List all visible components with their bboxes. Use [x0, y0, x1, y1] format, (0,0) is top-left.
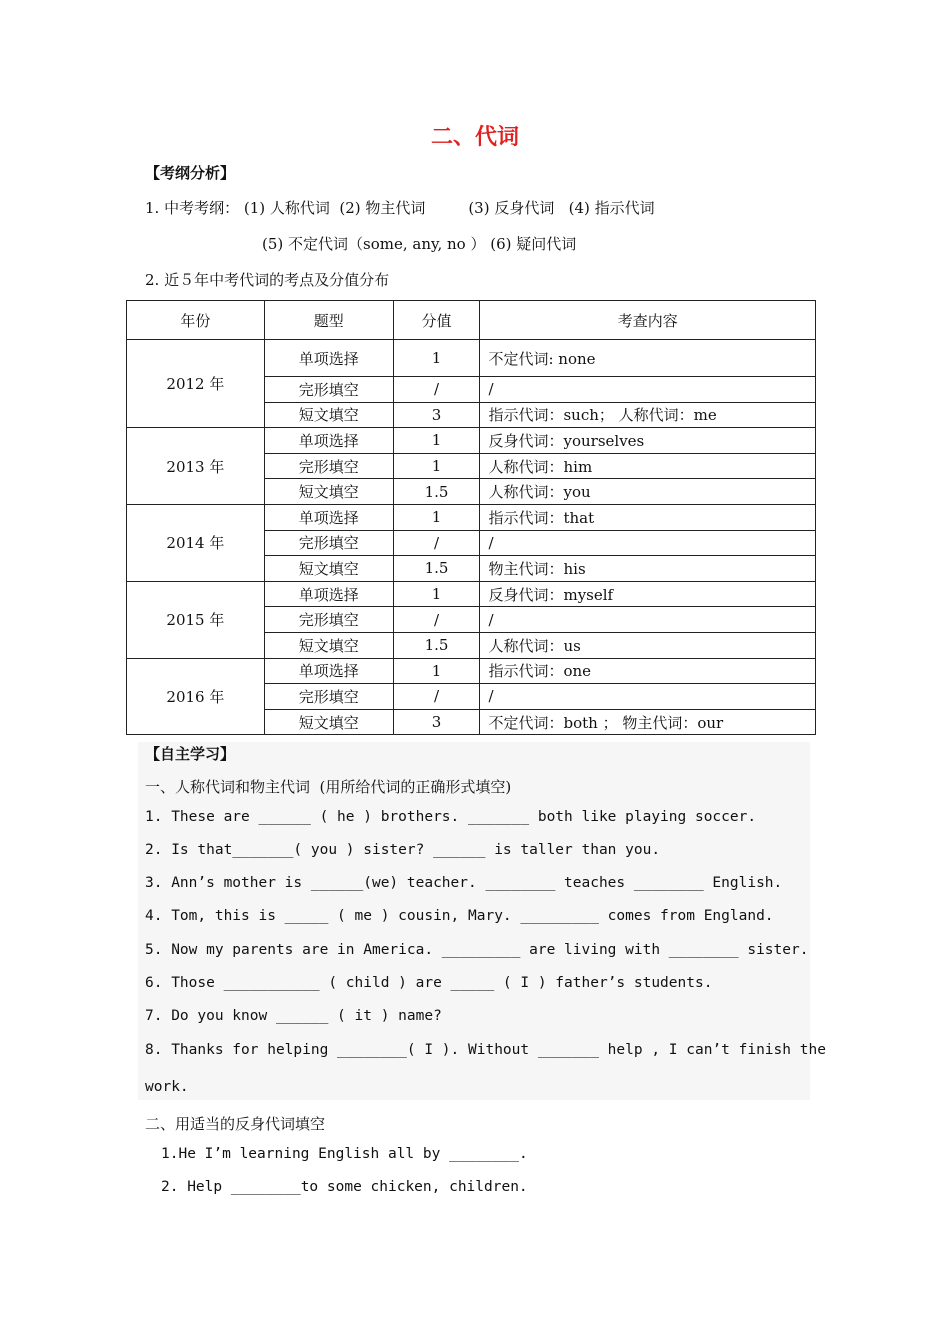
- syllabus-heading: 【考纲分析】: [145, 164, 236, 182]
- score-cell: /: [393, 530, 480, 556]
- part1-heading: 一、人称代词和物主代词 (用所给代词的正确形式填空): [145, 778, 512, 796]
- content-cell: 指示代词：one: [480, 658, 816, 684]
- table-header-cell: 题型: [264, 301, 393, 340]
- distribution-line: 2. 近５年中考代词的考点及分值分布: [145, 271, 390, 289]
- exercise-item: 4. Tom, this is _____ ( me ) cousin, Mary. _________ comes from England.: [145, 908, 774, 924]
- type-cell: 完形填空: [264, 377, 393, 403]
- table-header-cell: 考查内容: [480, 301, 816, 340]
- content-cell: /: [480, 530, 816, 556]
- table-header-cell: 年份: [127, 301, 265, 340]
- year-cell: 2013 年: [127, 428, 265, 505]
- score-cell: 1.5: [393, 479, 480, 505]
- syllabus-line-1: 1. 中考考纲： (1) 人称代词 (2) 物主代词 (3) 反身代词 (4) 指示代词: [145, 199, 655, 217]
- score-cell: 1: [393, 428, 480, 454]
- content-cell: 反身代词：yourselves: [480, 428, 816, 454]
- content-cell: /: [480, 377, 816, 403]
- exercise-item: 5. Now my parents are in America. _________ are living with ________ sister.: [145, 942, 809, 958]
- exercise-item: work.: [145, 1079, 189, 1095]
- item-text-before: 1.He I’m learning English all by: [161, 1146, 450, 1162]
- year-cell: 2015 年: [127, 581, 265, 658]
- type-cell: 短文填空: [264, 632, 393, 658]
- year-cell: 2014 年: [127, 504, 265, 581]
- table-header-cell: 分值: [393, 301, 480, 340]
- reflexive-exercise-item: [161, 1179, 528, 1195]
- score-cell: /: [393, 684, 480, 710]
- table-row: [127, 428, 816, 454]
- type-cell: 单项选择: [264, 504, 393, 530]
- exercise-item: 2. Is that_______( you ) sister? ______ is taller than you.: [145, 842, 661, 858]
- syllabus-line-2: (5) 不定代词（some, any, no ） (6) 疑问代词: [262, 235, 577, 253]
- exercise-item: 1. These are ______ ( he ) brothers. _______ both like playing soccer.: [145, 809, 757, 825]
- content-cell: 不定代词：both ； 物主代词：our: [480, 709, 816, 735]
- score-cell: 1: [393, 453, 480, 479]
- type-cell: 单项选择: [264, 658, 393, 684]
- table-row: [127, 581, 816, 607]
- content-cell: 反身代词：myself: [480, 581, 816, 607]
- type-cell: 完形填空: [264, 607, 393, 633]
- answer-blank[interactable]: ________: [449, 1146, 519, 1162]
- content-cell: 人称代词：us: [480, 632, 816, 658]
- answer-blank[interactable]: ________: [230, 1179, 301, 1195]
- content-cell: 人称代词：you: [480, 479, 816, 505]
- type-cell: 完形填空: [264, 453, 393, 479]
- self-study-heading: 【自主学习】: [145, 745, 236, 763]
- year-cell: 2016 年: [127, 658, 265, 735]
- score-cell: 1: [393, 658, 480, 684]
- score-cell: 1.5: [393, 632, 480, 658]
- score-cell: 3: [393, 402, 480, 428]
- type-cell: 单项选择: [264, 340, 393, 377]
- score-cell: /: [393, 377, 480, 403]
- exercise-item: 3. Ann’s mother is ______(we) teacher. ________ teaches ________ English.: [145, 875, 783, 891]
- exercise-item: 8. Thanks for helping ________( I ). Without _______ help , I can’t finish the: [145, 1042, 826, 1058]
- content-cell: 指示代词：that: [480, 504, 816, 530]
- type-cell: 短文填空: [264, 402, 393, 428]
- type-cell: 短文填空: [264, 556, 393, 582]
- year-cell: 2012 年: [127, 340, 265, 428]
- type-cell: 完形填空: [264, 530, 393, 556]
- type-cell: 单项选择: [264, 581, 393, 607]
- exercise-item: 6. Those ___________ ( child ) are _____ ( I ) father’s students.: [145, 975, 713, 991]
- table-row: [127, 658, 816, 684]
- score-distribution-table: [126, 300, 816, 735]
- part2-heading: 二、用适当的反身代词填空: [145, 1115, 326, 1133]
- table-row: [127, 340, 816, 377]
- item-text-after: .: [518, 1146, 528, 1162]
- content-cell: 指示代词：such； 人称代词：me: [480, 402, 816, 428]
- reflexive-exercise-item: [161, 1146, 528, 1162]
- score-cell: 1: [393, 581, 480, 607]
- content-cell: /: [480, 684, 816, 710]
- score-cell: 3: [393, 709, 480, 735]
- content-cell: 不定代词: none: [480, 340, 816, 377]
- score-cell: /: [393, 607, 480, 633]
- exercise-item: 7. Do you know ______ ( it ) name?: [145, 1008, 442, 1024]
- score-cell: 1: [393, 504, 480, 530]
- type-cell: 短文填空: [264, 709, 393, 735]
- type-cell: 短文填空: [264, 479, 393, 505]
- table-row: [127, 504, 816, 530]
- item-text-after: to some chicken, children.: [300, 1179, 528, 1195]
- score-cell: 1.5: [393, 556, 480, 582]
- content-cell: /: [480, 607, 816, 633]
- type-cell: 完形填空: [264, 684, 393, 710]
- score-cell: 1: [393, 340, 480, 377]
- type-cell: 单项选择: [264, 428, 393, 454]
- item-text-before: 2. Help: [161, 1179, 231, 1195]
- page-title: 二、代词: [430, 125, 519, 150]
- content-cell: 物主代词：his: [480, 556, 816, 582]
- content-cell: 人称代词：him: [480, 453, 816, 479]
